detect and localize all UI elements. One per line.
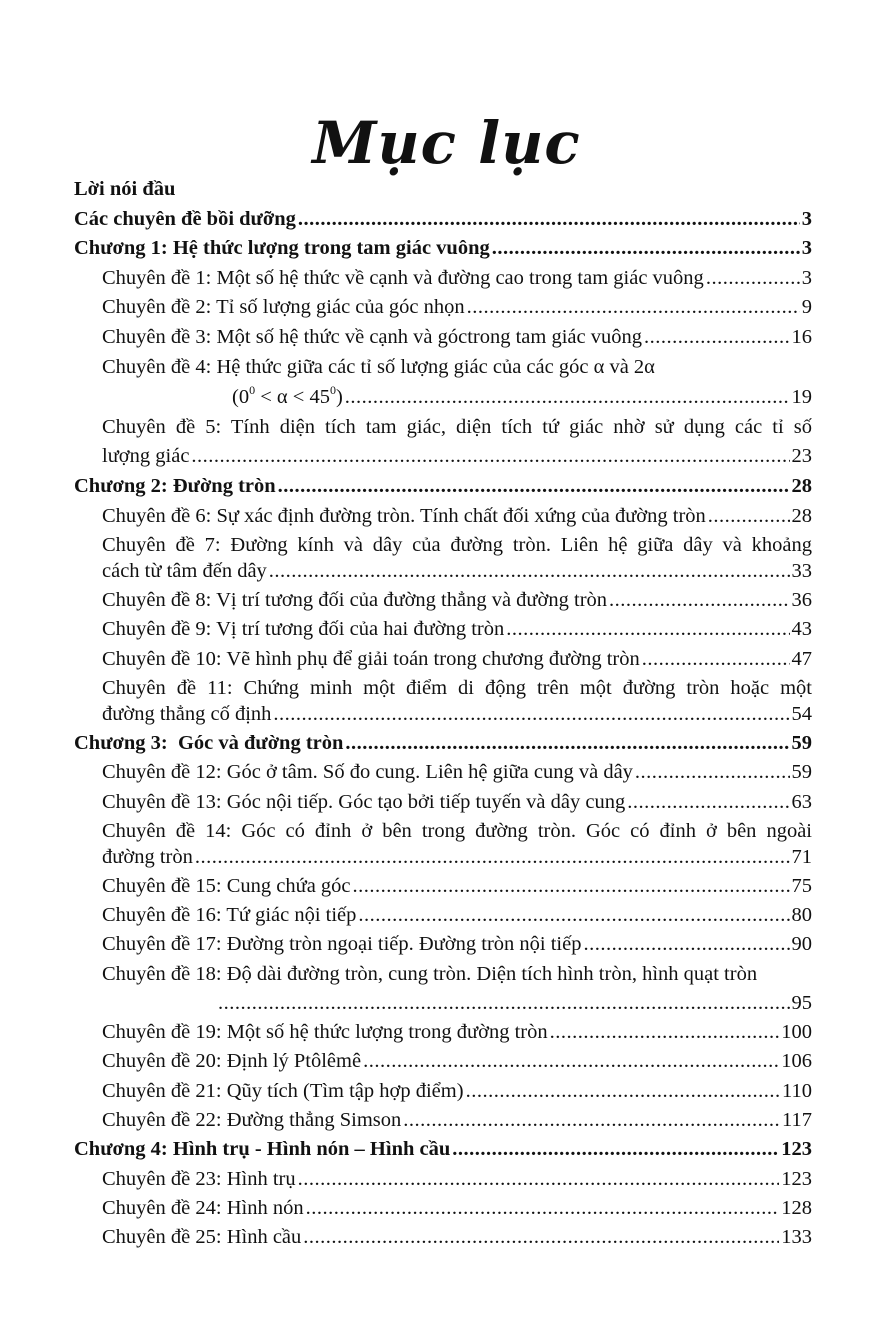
- toc-chapter-1[interactable]: [74, 235, 812, 261]
- dot-leader: [708, 503, 790, 529]
- toc-entry-text: Chuyên đề 1: Một số hệ thức về cạnh và đường cao trong tam giác vuông: [102, 267, 704, 289]
- dot-leader: [298, 1166, 780, 1192]
- toc-entry-page: 28: [791, 505, 812, 527]
- toc-topic-4-cont[interactable]: [232, 384, 812, 410]
- dot-leader: [191, 443, 789, 469]
- dot-leader: [358, 902, 789, 928]
- toc-entry-text: Chuyên đề 18: Độ dài đường tròn, cung tròn. Diện tích hình tròn, hình quạt tròn: [102, 963, 758, 985]
- toc-entry-page: 43: [791, 618, 812, 640]
- toc-entry-preface[interactable]: [74, 176, 812, 202]
- toc-topic-23[interactable]: [102, 1166, 812, 1192]
- toc-entry-text: Lời nói đầu: [74, 178, 176, 200]
- toc-entry-text: Chuyên đề 16: Tứ giác nội tiếp: [102, 904, 357, 926]
- toc-topic-11[interactable]: [102, 675, 812, 701]
- toc-entry-text: Chương 4: Hình trụ - Hình nón – Hình cầu: [74, 1138, 451, 1160]
- toc-entry-page: 19: [791, 386, 812, 408]
- toc-topic-9[interactable]: [102, 616, 812, 642]
- toc-entry-text: Chuyên đề 9: Vị trí tương đối của hai đường tròn: [102, 618, 505, 640]
- toc-entry-page: 100: [781, 1021, 812, 1043]
- toc-entry-text: lượng giác: [102, 445, 190, 467]
- dot-leader: [218, 990, 790, 1016]
- toc-topic-14-cont[interactable]: [102, 844, 812, 870]
- dot-leader: [195, 844, 790, 870]
- toc-entry-page: 128: [781, 1197, 812, 1219]
- toc-entry-text: Chuyên đề 12: Góc ở tâm. Số đo cung. Liên hệ giữa cung và dây: [102, 761, 633, 783]
- toc-topic-8[interactable]: [102, 587, 812, 613]
- toc-entry-text: Chương 3: Góc và đường tròn: [74, 732, 344, 754]
- toc-entry-page: 95: [791, 992, 812, 1014]
- toc-entry-topics[interactable]: [74, 206, 812, 232]
- toc-entry-text: Chuyên đề 13: Góc nội tiếp. Góc tạo bởi tiếp tuyến và dây cung: [102, 791, 626, 813]
- toc-entry-page: 133: [781, 1226, 812, 1248]
- toc-entry-text: Chuyên đề 2: Tỉ số lượng giác của góc nhọn: [102, 296, 465, 318]
- toc-entry-page: 110: [782, 1080, 812, 1102]
- toc-entry-text: Chuyên đề 22: Đường thẳng Simson: [102, 1109, 402, 1131]
- toc-entry-page: 36: [791, 589, 812, 611]
- dot-leader: [306, 1195, 780, 1221]
- toc-topic-20[interactable]: [102, 1048, 812, 1074]
- toc-topic-18-cont[interactable]: [216, 990, 812, 1016]
- toc-entry-text: Chuyên đề 5: Tính diện tích tam giác, diện tích tứ giác nhờ sử dụng các tỉ số: [102, 416, 812, 438]
- toc-entry-text: Chuyên đề 21: Qũy tích (Tìm tập hợp điểm): [102, 1080, 464, 1102]
- toc-entry-page: 54: [791, 703, 812, 725]
- dot-leader: [635, 759, 790, 785]
- toc-topic-19[interactable]: [102, 1019, 812, 1045]
- toc-entry-page: 75: [791, 875, 812, 897]
- dot-leader: [363, 1048, 779, 1074]
- toc-chapter-2[interactable]: [74, 473, 812, 499]
- dot-leader: [467, 294, 800, 320]
- dot-leader: [298, 206, 800, 232]
- dot-leader: [452, 1136, 779, 1162]
- toc-topic-5[interactable]: [102, 414, 812, 440]
- toc-entry-text: Chuyên đề 4: Hệ thức giữa các tỉ số lượng giác của các góc α và 2α: [102, 356, 655, 378]
- toc-entry-text: đường tròn: [102, 846, 193, 868]
- toc-topic-16[interactable]: [102, 902, 812, 928]
- toc-topic-4[interactable]: [102, 354, 812, 380]
- dot-leader: [466, 1078, 780, 1104]
- dot-leader: [345, 730, 789, 756]
- dot-leader: [403, 1107, 780, 1133]
- dot-leader: [273, 701, 789, 727]
- dot-leader: [278, 473, 790, 499]
- dot-leader: [642, 646, 790, 672]
- toc-entry-text: Chương 2: Đường tròn: [74, 475, 276, 497]
- toc-topic-5-cont[interactable]: [102, 443, 812, 469]
- toc-topic-17[interactable]: [102, 931, 812, 957]
- toc-topic-7-cont[interactable]: [102, 558, 812, 584]
- toc-entry-page: 90: [791, 933, 812, 955]
- toc-topic-12[interactable]: [102, 759, 812, 785]
- toc-entry-text: Chuyên đề 24: Hình nón: [102, 1197, 304, 1219]
- toc-entry-text: đường thẳng cố định: [102, 703, 272, 725]
- toc-topic-24[interactable]: [102, 1195, 812, 1221]
- toc-entry-page: 3: [801, 208, 812, 230]
- toc-entry-page: 47: [791, 648, 812, 670]
- toc-entry-page: 106: [781, 1050, 812, 1072]
- toc-topic-15[interactable]: [102, 873, 812, 899]
- toc-entry-text: Các chuyên đề bồi dưỡng: [74, 208, 296, 230]
- toc-entry-text: Chuyên đề 25: Hình cầu: [102, 1226, 302, 1248]
- toc-entry-page: 59: [791, 732, 812, 754]
- toc-chapter-3[interactable]: [74, 730, 812, 756]
- toc-entry-text: Chuyên đề 15: Cung chứa góc: [102, 875, 351, 897]
- toc-topic-2[interactable]: [102, 294, 812, 320]
- toc-entry-text: Chuyên đề 17: Đường tròn ngoại tiếp. Đường tròn nội tiếp: [102, 933, 582, 955]
- toc-entry-page: 16: [791, 326, 812, 348]
- toc-topic-11-cont[interactable]: [102, 701, 812, 727]
- toc-entry-page: 117: [782, 1109, 812, 1131]
- toc-topic-6[interactable]: [102, 503, 812, 529]
- toc-topic-22[interactable]: [102, 1107, 812, 1133]
- toc-entry-text: Chuyên đề 7: Đường kính và dây của đường tròn. Liên hệ giữa dây và khoảng: [102, 534, 812, 556]
- dot-leader: [609, 587, 789, 613]
- toc-entry-page: 28: [791, 475, 812, 497]
- toc-topic-21[interactable]: [102, 1078, 812, 1104]
- toc-entry-text: $(0^0 < \alpha < 45^0)$: [232, 383, 343, 408]
- dot-leader: [303, 1224, 779, 1250]
- toc-entry-text: Chuyên đề 11: Chứng minh một điểm di động trên một đường tròn hoặc một: [102, 677, 812, 699]
- toc-chapter-4[interactable]: [74, 1136, 812, 1162]
- toc-entry-text: Chuyên đề 8: Vị trí tương đối của đường thẳng và đường tròn: [102, 589, 608, 611]
- toc-topic-7[interactable]: [102, 532, 812, 558]
- dot-leader: [550, 1019, 780, 1045]
- toc-topic-1[interactable]: [102, 265, 812, 291]
- toc-topic-3[interactable]: [102, 324, 812, 350]
- dot-leader: [353, 873, 790, 899]
- dot-leader: [345, 384, 790, 410]
- toc-entry-page: 123: [781, 1168, 812, 1190]
- toc-entry-text: Chuyên đề 6: Sự xác định đường tròn. Tính chất đối xứng của đường tròn: [102, 505, 706, 527]
- toc-entry-text: Chuyên đề 14: Góc có đỉnh ở bên trong đường tròn. Góc có đỉnh ở bên ngoài: [102, 820, 812, 842]
- toc-entry-text: Chương 1: Hệ thức lượng trong tam giác vuông: [74, 237, 490, 259]
- dot-leader: [644, 324, 790, 350]
- toc-entry-text: Chuyên đề 20: Định lý Ptôlêmê: [102, 1050, 362, 1072]
- dot-leader: [506, 616, 789, 642]
- toc-entry-text: Chuyên đề 10: Vẽ hình phụ để giải toán trong chương đường tròn: [102, 648, 640, 670]
- dot-leader: [269, 558, 790, 584]
- toc-entry-text: Chuyên đề 3: Một số hệ thức về cạnh và góctrong tam giác vuông: [102, 326, 642, 348]
- toc-entry-page: 3: [801, 267, 812, 289]
- dot-leader: [706, 265, 800, 291]
- toc-entry-page: 123: [781, 1138, 812, 1160]
- toc-entry-page: 63: [791, 791, 812, 813]
- toc-entry-page: 9: [801, 296, 812, 318]
- toc-entry-page: 71: [791, 846, 812, 868]
- toc-topic-10[interactable]: [102, 646, 812, 672]
- dot-leader: [627, 789, 789, 815]
- toc-entry-page: 23: [791, 445, 812, 467]
- toc-entry-text: Chuyên đề 23: Hình trụ: [102, 1168, 296, 1190]
- toc-entry-page: 33: [791, 560, 812, 582]
- dot-leader: [583, 931, 789, 957]
- page-title: Mục lục: [312, 109, 581, 177]
- toc-entry-text: Chuyên đề 19: Một số hệ thức lượng trong đường tròn: [102, 1021, 548, 1043]
- toc-topic-25[interactable]: [102, 1224, 812, 1250]
- toc-entry-text: cách từ tâm đến dây: [102, 560, 267, 582]
- toc-entry-page: 59: [791, 761, 812, 783]
- toc-topic-18[interactable]: [102, 961, 812, 987]
- toc-topic-14[interactable]: [102, 818, 812, 844]
- toc-entry-page: 80: [791, 904, 812, 926]
- dot-leader: [492, 235, 800, 261]
- toc-topic-13[interactable]: [102, 789, 812, 815]
- toc-entry-page: 3: [801, 237, 812, 259]
